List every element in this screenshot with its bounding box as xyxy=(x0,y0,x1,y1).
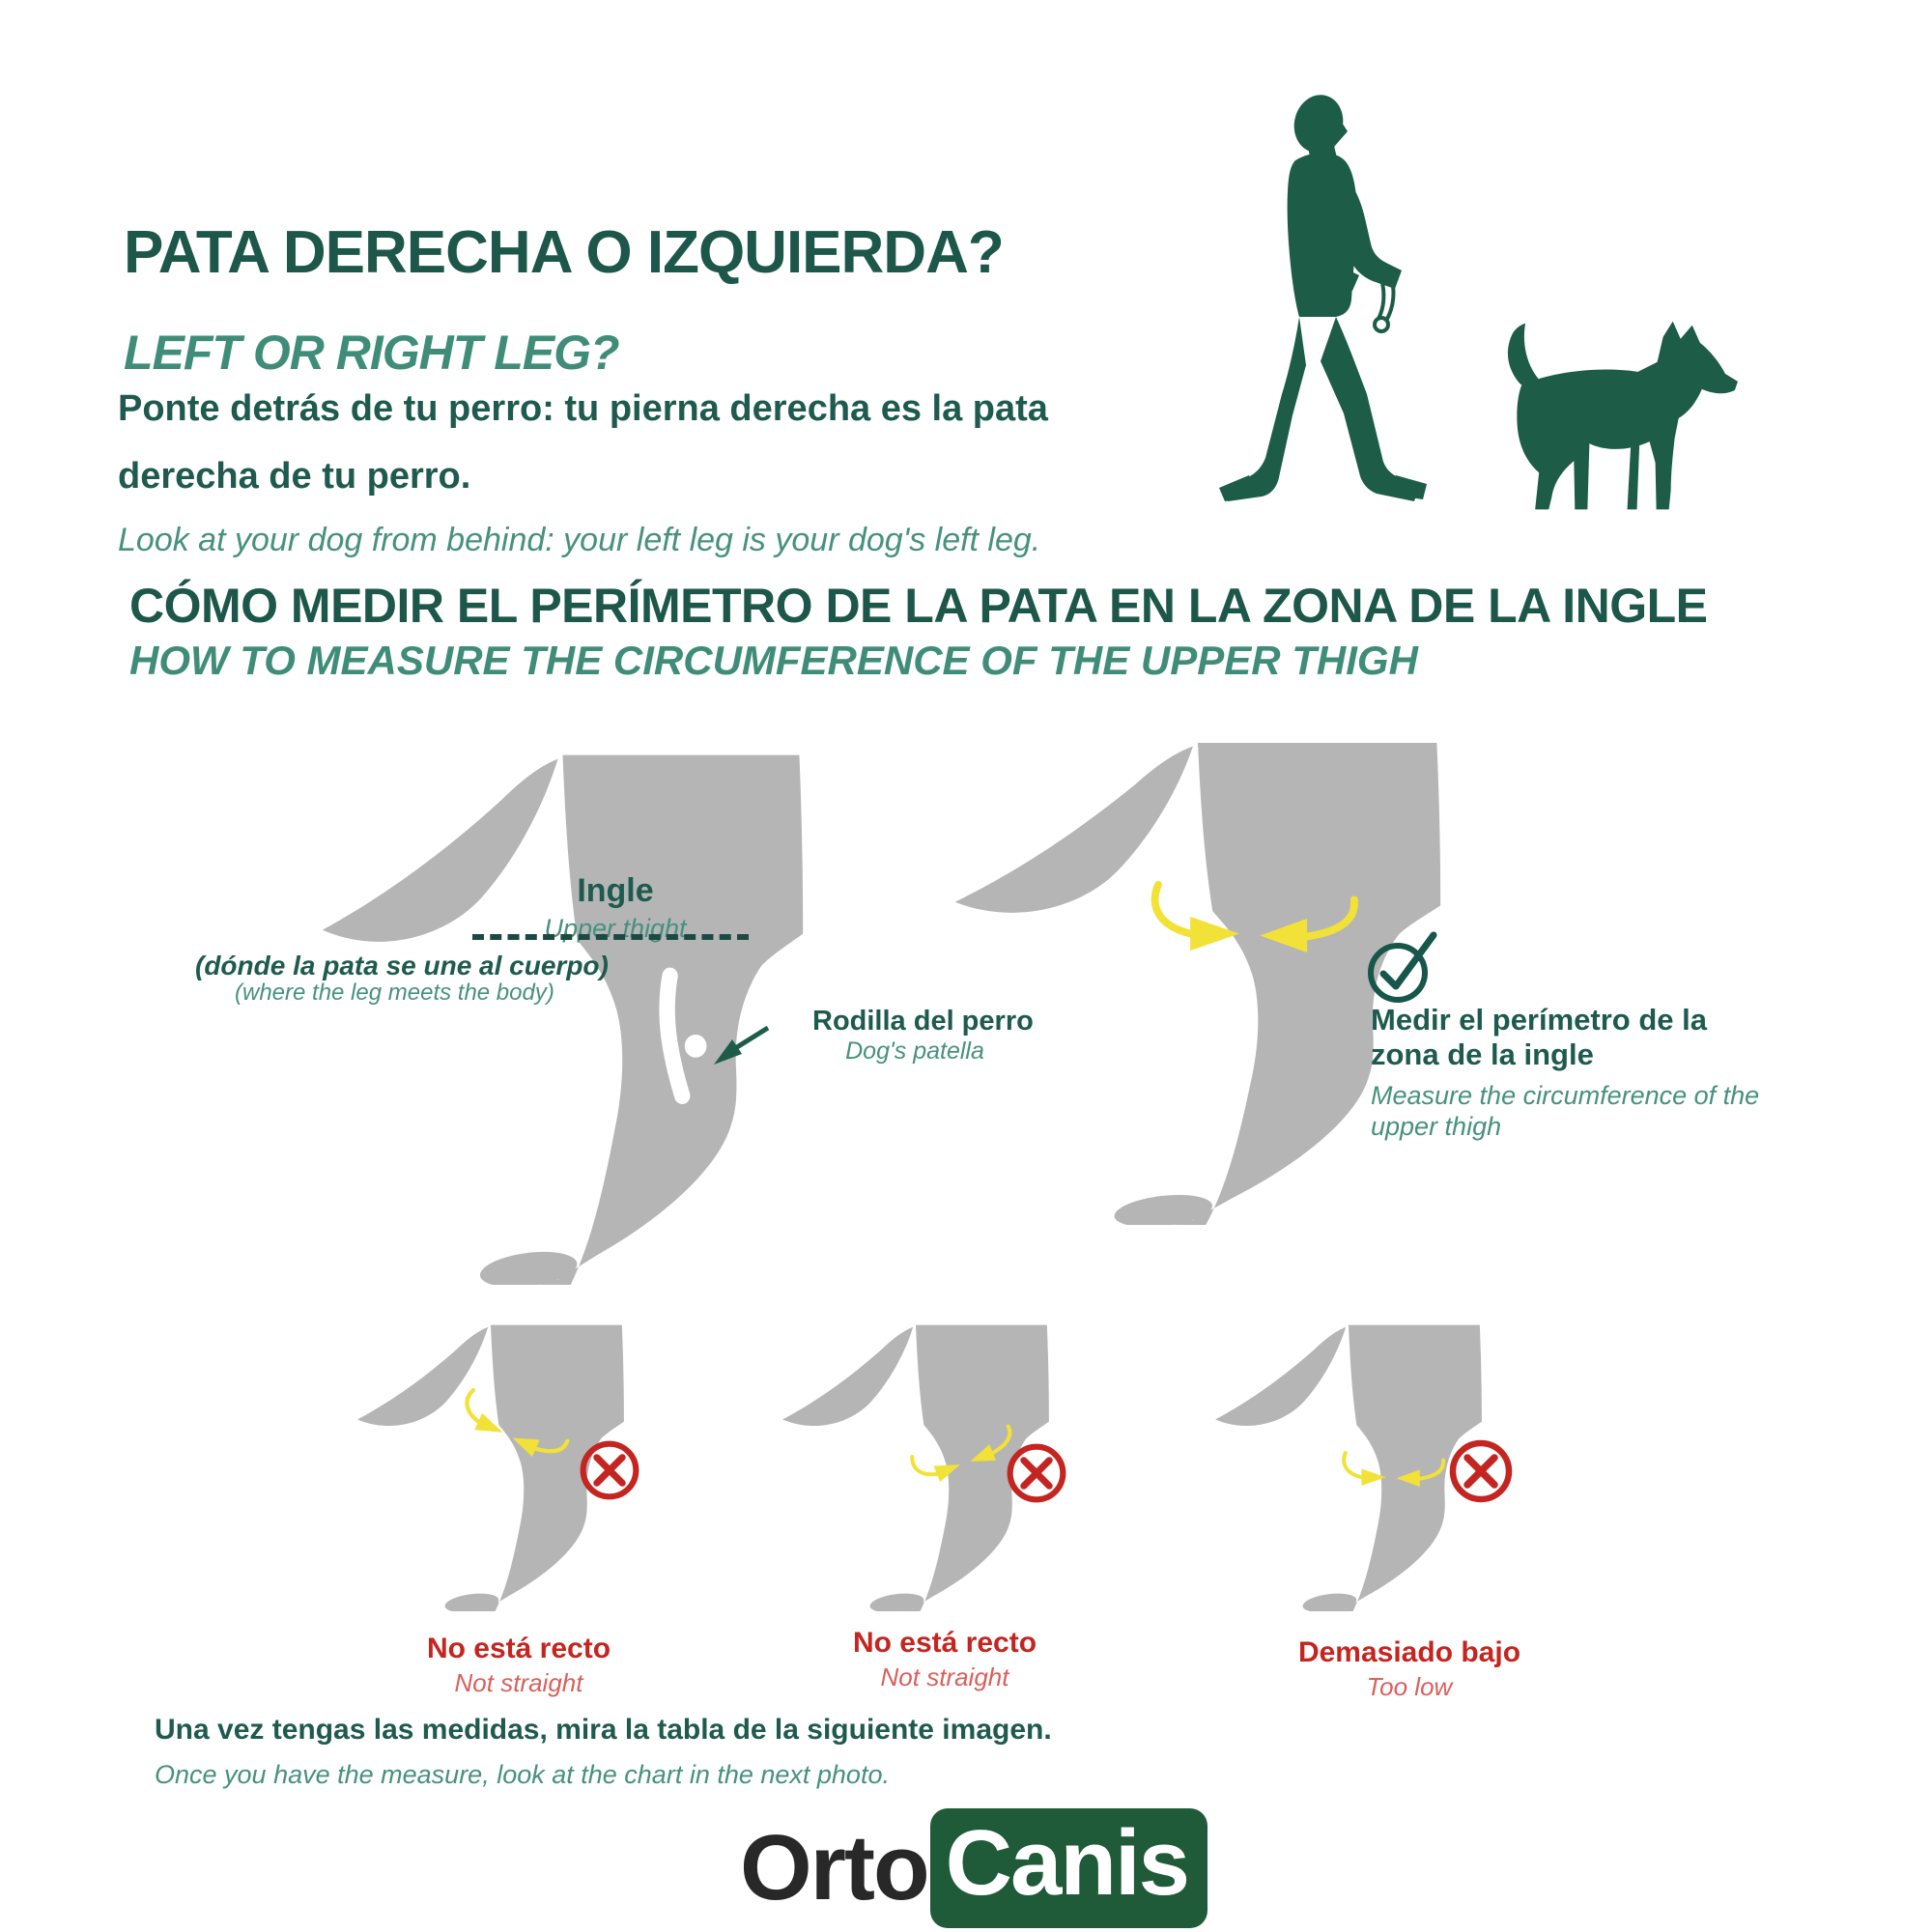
mistake-label-1-english: Not straight xyxy=(454,1668,583,1697)
cross-circle-icon-3 xyxy=(1447,1437,1515,1505)
mistake-label-1 xyxy=(398,1633,639,1698)
footer-note-spanish: Una vez tengas las medidas, mira la tabla de la siguiente imagen. xyxy=(155,1714,1052,1746)
groin-note-spanish: (dónde la pata se une al cuerpo) xyxy=(195,951,609,980)
mistake-label-3 xyxy=(1289,1636,1530,1702)
logo-text-orto: Orto xyxy=(740,1816,928,1919)
check-circle-icon xyxy=(1366,927,1437,1003)
measure-caption-english: Measure the circumference of the upper thigh xyxy=(1371,1081,1760,1142)
dog-standing-icon xyxy=(1492,317,1759,514)
cross-circle-icon-1 xyxy=(578,1438,641,1502)
section-title-english: HOW TO MEASURE THE CIRCUMFERENCE OF THE UPPER THIGH xyxy=(129,638,1418,683)
intro-instruction-english: Look at your dog from behind: your left leg is your dog's left leg. xyxy=(118,522,1041,558)
measure-arrows-icon-small-3 xyxy=(1339,1449,1447,1488)
page-title-spanish: PATA DERECHA O IZQUIERDA? xyxy=(124,219,1004,286)
measure-arrows-icon xyxy=(1145,877,1362,954)
mistake-label-2-spanish: No está recto xyxy=(852,1627,1037,1659)
mistake-label-1-spanish: No está recto xyxy=(426,1633,611,1664)
section-title-spanish: CÓMO MEDIR EL PERÍMETRO DE LA PATA EN LA ZONA DE LA INGLE xyxy=(129,579,1708,633)
dog-hindquarters-diagram-left xyxy=(319,749,807,1285)
patella-pointer-arrow-icon xyxy=(712,1022,772,1068)
mistake-label-3-spanish: Demasiado bajo xyxy=(1297,1636,1521,1668)
patella-label-spanish: Rodilla del perro xyxy=(812,1006,1034,1037)
groin-label-spanish: Ingle xyxy=(577,872,654,909)
patella-label-english: Dog's patella xyxy=(845,1037,984,1065)
mistake-label-2 xyxy=(824,1627,1065,1692)
mistake-label-2-english: Not straight xyxy=(880,1662,1009,1691)
mistake-label-3-english: Too low xyxy=(1366,1672,1453,1701)
groin-label-block xyxy=(470,872,760,944)
measure-caption-spanish: Medir el perímetro de la zona de la ingle xyxy=(1371,1003,1707,1071)
patella-mark xyxy=(685,1035,707,1058)
groin-label-english: Upper thight xyxy=(544,914,687,943)
groin-dashed-line xyxy=(472,934,749,940)
person-walking-icon xyxy=(1210,83,1431,513)
page-title-english: LEFT OR RIGHT LEG? xyxy=(124,326,619,380)
footer-note-english: Once you have the measure, look at the chart in the next photo. xyxy=(155,1760,890,1789)
groin-note-english: (where the leg meets the body) xyxy=(235,980,554,1006)
cross-circle-icon-2 xyxy=(1005,1441,1068,1505)
intro-instruction-spanish: Ponte detrás de tu perro: tu pierna derecha es la pata derecha de tu perro. xyxy=(118,388,1048,497)
logo-text-canis: Canis xyxy=(930,1808,1208,1928)
ortocanis-logo xyxy=(740,1808,1208,1928)
